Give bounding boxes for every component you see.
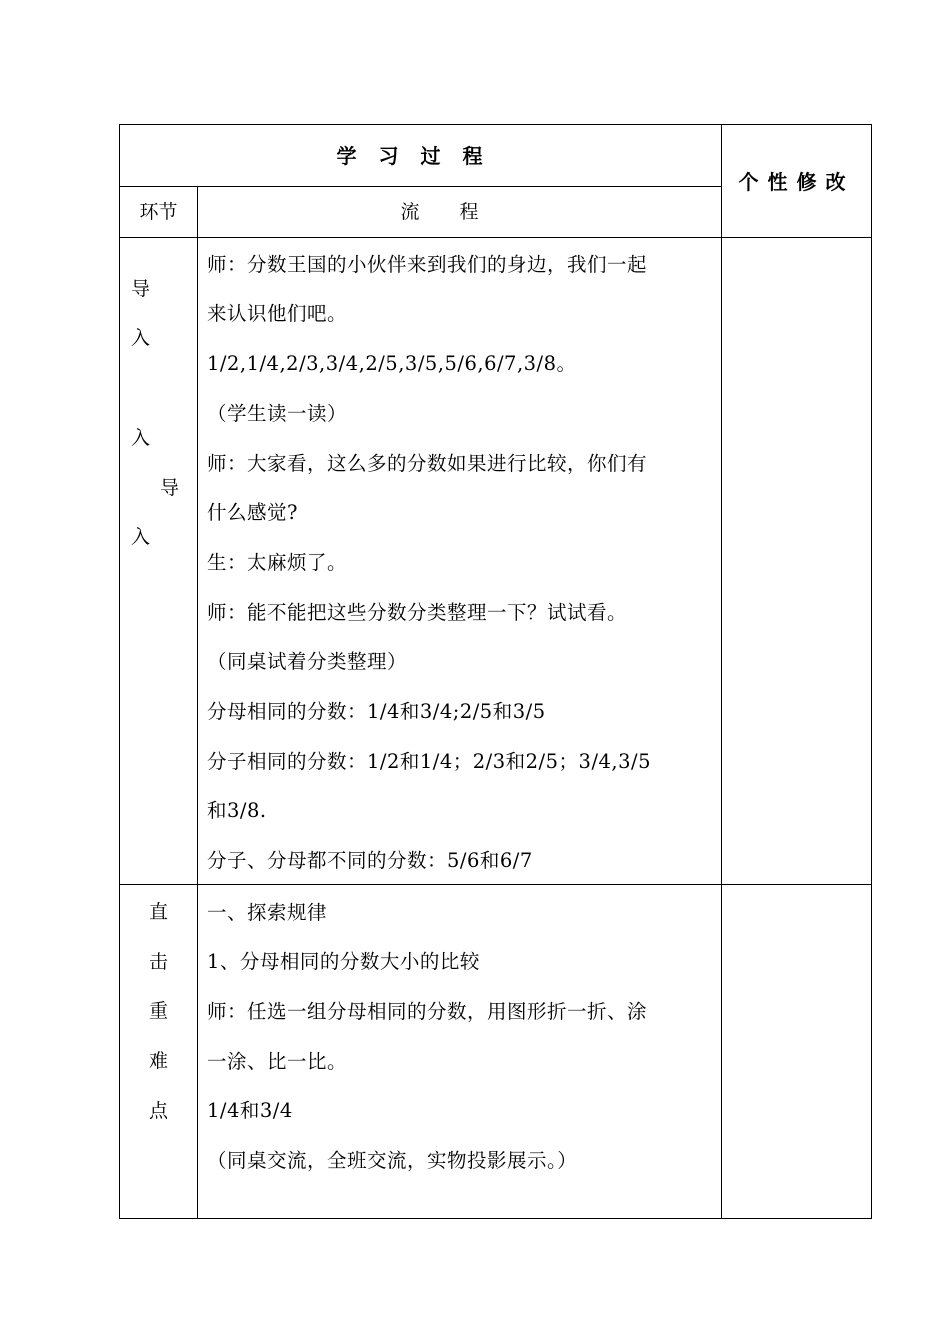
- column-header-flow: 流程: [400, 201, 519, 223]
- section-1-line: 师：大家看，这么多的分数如果进行比较，你们有: [207, 452, 648, 475]
- section-1-line: 什么感觉?: [207, 501, 298, 524]
- section-1-line: 生：太麻烦了。: [207, 551, 348, 574]
- section-2-line: 1/4和3/4: [207, 1099, 293, 1122]
- section-1-line: 和3/8.: [207, 799, 267, 822]
- section-1-label-char: 入: [131, 526, 151, 548]
- section-1-line: 师：能不能把这些分数分类整理一下？试试看。: [207, 601, 628, 624]
- section-1-line: 分子相同的分数：1/2和1/4；2/3和2/5；3/4,3/5: [207, 750, 651, 773]
- section-1-label-char: 导: [160, 477, 180, 499]
- stage-column-divider: [197, 186, 198, 1219]
- section-2-label-char: 直: [149, 901, 169, 923]
- section-2-line: （同桌交流，全班交流，实物投影展示。）: [207, 1149, 578, 1172]
- table-border-bottom: [119, 1218, 872, 1219]
- column-header-stage: 环节: [139, 201, 178, 223]
- section-2-label-char: 难: [149, 1050, 169, 1072]
- section-1-label-char: 入: [131, 427, 151, 449]
- section-1-label-char: 导: [131, 278, 151, 300]
- section-1-line: 来认识他们吧。: [207, 302, 348, 325]
- section-2-label-char: 点: [149, 1100, 169, 1122]
- section-2-line: 1、分母相同的分数大小的比较: [207, 950, 480, 973]
- table-border-top: [119, 124, 872, 125]
- section-1-line: 分子、分母都不同的分数：5/6和6/7: [207, 849, 533, 872]
- section-divider: [119, 884, 872, 885]
- side-column-divider: [721, 124, 722, 1219]
- section-1-line: 分母相同的分数：1/4和3/4;2/5和3/5: [207, 700, 546, 723]
- section-1-line: （同桌试着分类整理）: [207, 650, 408, 673]
- section-2-line: 一涂、比一比。: [207, 1050, 348, 1073]
- header-learning-process: 学习过程: [336, 144, 505, 168]
- table-border-right: [871, 124, 872, 1219]
- section-1-line: （学生读一读）: [207, 402, 348, 425]
- section-2-line: 一、探索规律: [207, 901, 328, 924]
- section-2-label-char: 击: [149, 951, 169, 973]
- section-2-line: 师：任选一组分母相同的分数，用图形折一折、涂: [207, 1000, 648, 1023]
- section-1-line: 师：分数王国的小伙伴来到我们的身边，我们一起: [207, 253, 648, 276]
- header-divider: [119, 186, 722, 187]
- table-border-left: [119, 124, 120, 1219]
- section-1-label-char: 入: [131, 327, 151, 349]
- section-2-label-char: 重: [149, 1000, 169, 1022]
- section-1-line: 1/2,1/4,2/3,3/4,2/5,3/5,5/6,6/7,3/8。: [207, 352, 577, 375]
- header-personal-revision: 个性修改: [738, 170, 855, 194]
- subheader-divider: [119, 237, 872, 238]
